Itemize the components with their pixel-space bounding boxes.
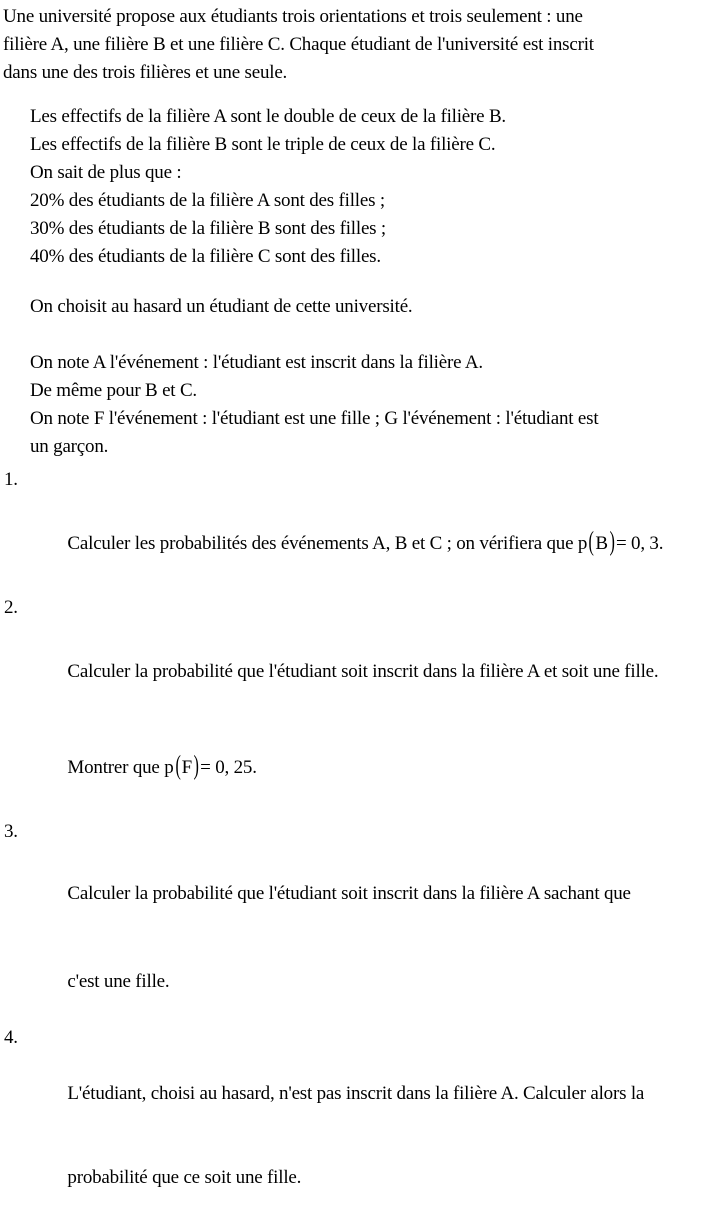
question-1-number: 1. bbox=[4, 469, 18, 490]
intro-paragraph bbox=[3, 3, 594, 87]
math-expression-p-f bbox=[164, 750, 257, 782]
experiment-line: On choisit au hasard un étudiant de cette université. bbox=[30, 296, 413, 317]
fact-effectifs-a: Les effectifs de la filière A sont le double de ceux de la filière B. bbox=[30, 106, 506, 127]
math-close-paren: ) bbox=[193, 750, 199, 782]
math-close-paren: ) bbox=[609, 526, 615, 558]
math-func: p bbox=[164, 757, 174, 778]
facts-paragraph bbox=[30, 103, 506, 271]
question-3 bbox=[0, 816, 709, 1024]
question-2 bbox=[0, 592, 709, 816]
math-open-paren: ( bbox=[588, 526, 594, 558]
math-arg: B bbox=[595, 533, 608, 554]
math-open-paren: ( bbox=[174, 750, 181, 782]
fact-percent-b: 30% des étudiants de la filière B sont des filles ; bbox=[30, 218, 386, 239]
math-expression-p-b bbox=[577, 526, 664, 558]
question-1-text: Calculer les probabilités des événements A, B et C ; on vérifiera que bbox=[67, 533, 578, 554]
question-1-line-1 bbox=[0, 464, 709, 592]
math-result: = 0, 25. bbox=[200, 757, 257, 778]
notation-paragraph bbox=[30, 349, 598, 461]
question-4 bbox=[0, 1024, 709, 1220]
intro-line-3: dans une des trois filières et une seule. bbox=[3, 62, 288, 83]
question-2-number: 2. bbox=[4, 597, 18, 618]
math-func: p bbox=[577, 533, 588, 554]
math-result: = 0, 3. bbox=[615, 533, 664, 554]
intro-line-2: filière A, une filière B et une filière C. Chaque étudiant de l'université est inscrit bbox=[3, 34, 594, 55]
question-3-line-1 bbox=[0, 816, 709, 940]
question-3-text: Calculer la probabilité que l'étudiant soit inscrit dans la filière A sachant que bbox=[67, 883, 631, 904]
question-3-number: 3. bbox=[4, 821, 18, 842]
notation-event-f-g: On note F l'événement : l'étudiant est une fille ; G l'événement : l'étudiant est bbox=[30, 408, 599, 429]
question-4-number: 4. bbox=[4, 1027, 18, 1048]
question-3-text-2: c'est une fille. bbox=[67, 971, 170, 992]
intro-line-1: Une université propose aux étudiants trois orientations et trois seulement : une bbox=[3, 6, 583, 27]
experiment-paragraph bbox=[30, 293, 412, 321]
question-2-line-2 bbox=[0, 720, 709, 816]
math-arg: F bbox=[181, 757, 193, 778]
notation-event-g-cont: un garçon. bbox=[30, 436, 109, 457]
fact-percent-a: 20% des étudiants de la filière A sont des filles ; bbox=[30, 190, 385, 211]
notation-event-a: On note A l'événement : l'étudiant est inscrit dans la filière A. bbox=[30, 352, 483, 373]
fact-effectifs-b: Les effectifs de la filière B sont le triple de ceux de la filière C. bbox=[30, 134, 496, 155]
question-4-line-2 bbox=[0, 1136, 709, 1220]
question-2-text-2: Montrer que bbox=[67, 757, 165, 778]
question-4-text-2: probabilité que ce soit une fille. bbox=[67, 1167, 302, 1188]
question-3-line-2 bbox=[0, 940, 709, 1024]
question-4-line-1 bbox=[0, 1024, 709, 1136]
notation-event-bc: De même pour B et C. bbox=[30, 380, 197, 401]
question-2-line-1 bbox=[0, 592, 709, 720]
question-4-text: L'étudiant, choisi au hasard, n'est pas inscrit dans la filière A. Calculer alors la bbox=[67, 1083, 645, 1104]
fact-percent-c: 40% des étudiants de la filière C sont des filles. bbox=[30, 246, 381, 267]
fact-intro-percentages: On sait de plus que : bbox=[30, 162, 182, 183]
question-2-text: Calculer la probabilité que l'étudiant soit inscrit dans la filière A et soit une fille. bbox=[67, 661, 659, 682]
question-1 bbox=[0, 464, 709, 592]
question-list bbox=[0, 464, 709, 1220]
